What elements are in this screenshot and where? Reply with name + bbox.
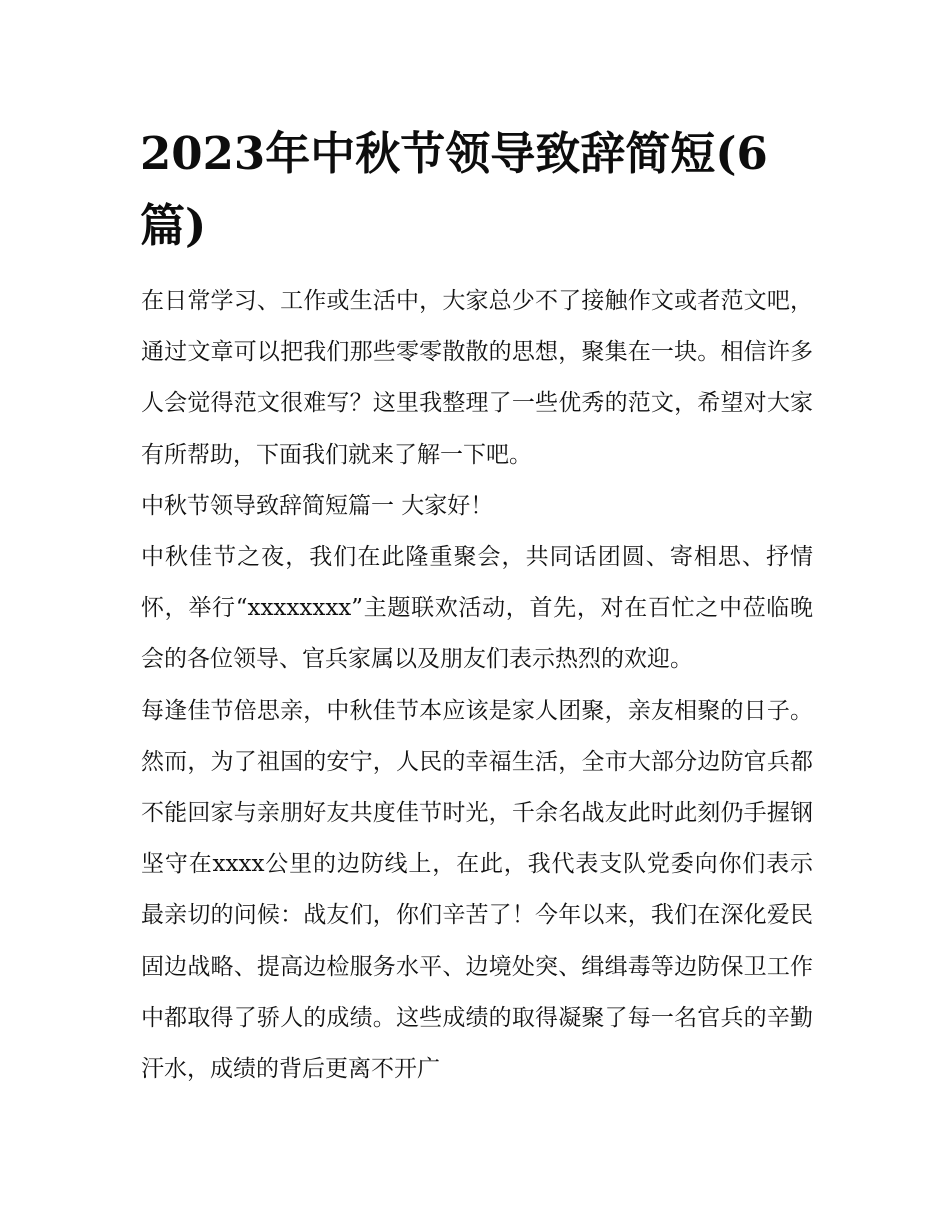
- paragraph-section-heading: 中秋节领导致辞简短篇一 大家好！: [141, 492, 494, 519]
- paragraph-main: 每逢佳节倍思亲，中秋佳节本应该是家人团聚，亲友相聚的日子。然而，为了祖国的安宁，人民的幸福生活，全市大部分边防官兵都不能回家与亲朋好友共度佳节时光，千余名战友此时此刻仍手握钢坚守在xxxx公里的边防线上，在此，我代表支队党委向你们表示最亲切的问候：战友们，你们辛苦了！今年以来，我们在深化爱民固边战略、提高边检服务水平、边境处突、缉缉毒等边防保卫工作中都取得了骄人的成绩。这些成绩的取得凝聚了每一名官兵的辛勤汗水，成绩的背后更离不开广: [141, 697, 813, 1083]
- document-title: 2023年中秋节领导致辞简短(6篇): [140, 127, 768, 252]
- paragraph-greeting: 中秋佳节之夜，我们在此隆重聚会，共同话团圆、寄相思、抒情怀，举行“xxxxxxxx”主题联欢活动，首先，对在百忙之中莅临晚会的各位领导、官兵家属以及朋友们表示热烈的欢迎。: [141, 544, 813, 673]
- paragraph-intro: 在日常学习、工作或生活中，大家总少不了接触作文或者范文吧，通过文章可以把我们那些零零散散的思想，聚集在一块。相信许多人会觉得范文很难写？这里我整理了一些优秀的范文，希望对大家有所帮助，下面我们就来了解一下吧。: [141, 288, 813, 468]
- document-body: [141, 276, 813, 1095]
